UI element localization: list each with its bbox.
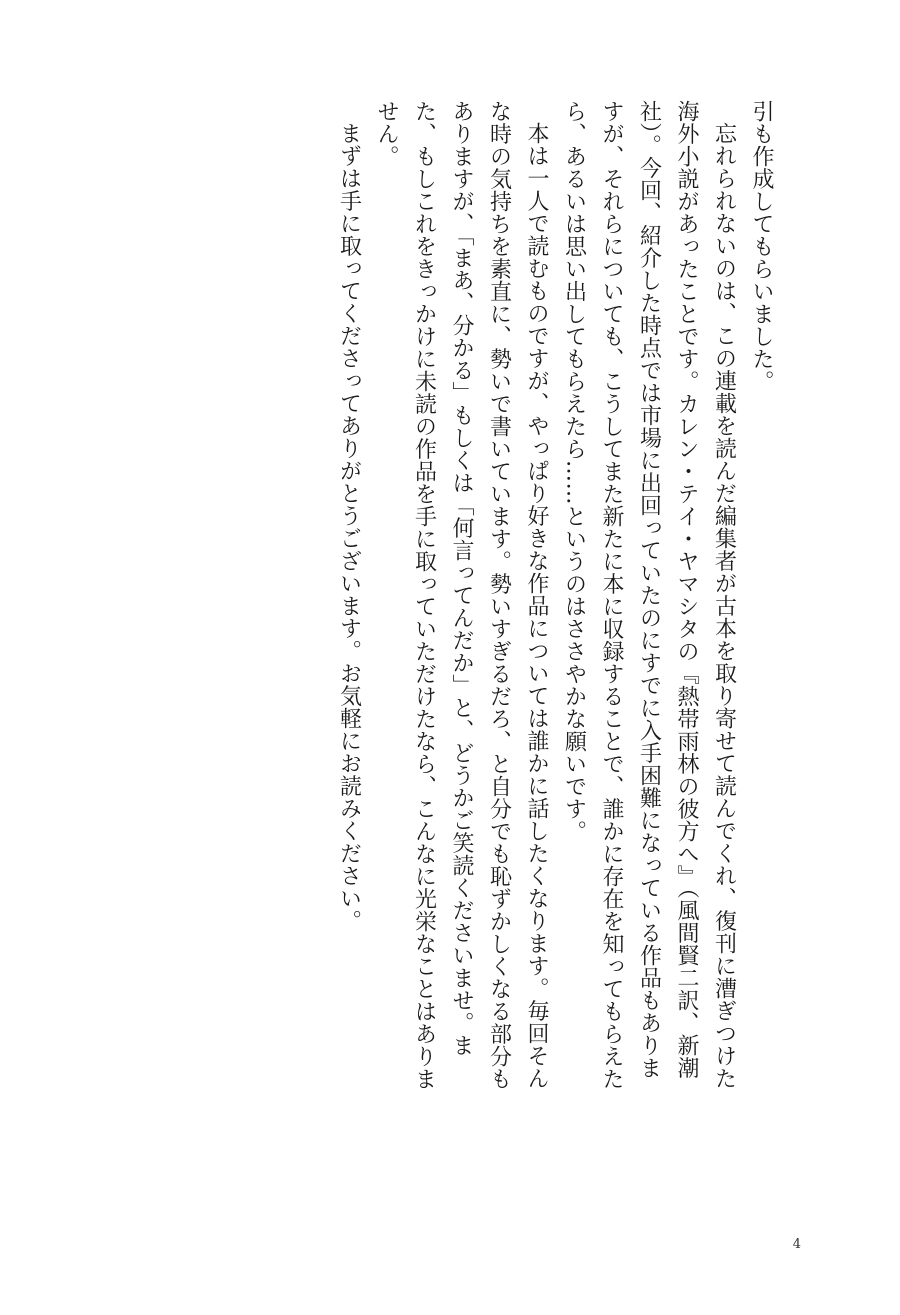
paragraph: 忘れられないのは、この連載を読んだ編集者が古本を取り寄せて読んでくれ、復刊に漕ぎつけた海外小説があったことです。カレン・テイ・ヤマシタの『熱帯雨林の彼方へ』（風間賢二訳、新潮社）。今回、紹介した時点では市場に出回っていたのにすでに入手困難になっている作品もありますが、それらについても、こうしてまた新たに本に収録することで、誰かに存在を知ってもらえたら、あるいは思い出してもらえたら……というのはささやかな願いです。 bbox=[561, 100, 737, 1090]
paragraph: まずは手に取ってくださってありがとうございます。お気軽にお読みください。 bbox=[336, 122, 362, 932]
page-number: 4 bbox=[792, 1237, 801, 1252]
paragraph: 本は一人で読むものですが、やっぱり好きな作品については誰かに話したくなります。毎回そんな時の気持ちを素直に、勢いで書いています。勢いすぎるだろ、と自分でも恥ずかしくなる部分もありますが、「まあ、分かる」もしくは「何言ってんだか」と、どうかご笑読くださいませ。また、もしこれをきっかけに未読の作品を手に取っていただけたなら、こんなに光栄なことはありません。 bbox=[374, 100, 549, 1090]
body-text bbox=[60, 100, 780, 1090]
paragraph-continued: 引も作成してもらいました。 bbox=[749, 100, 774, 393]
